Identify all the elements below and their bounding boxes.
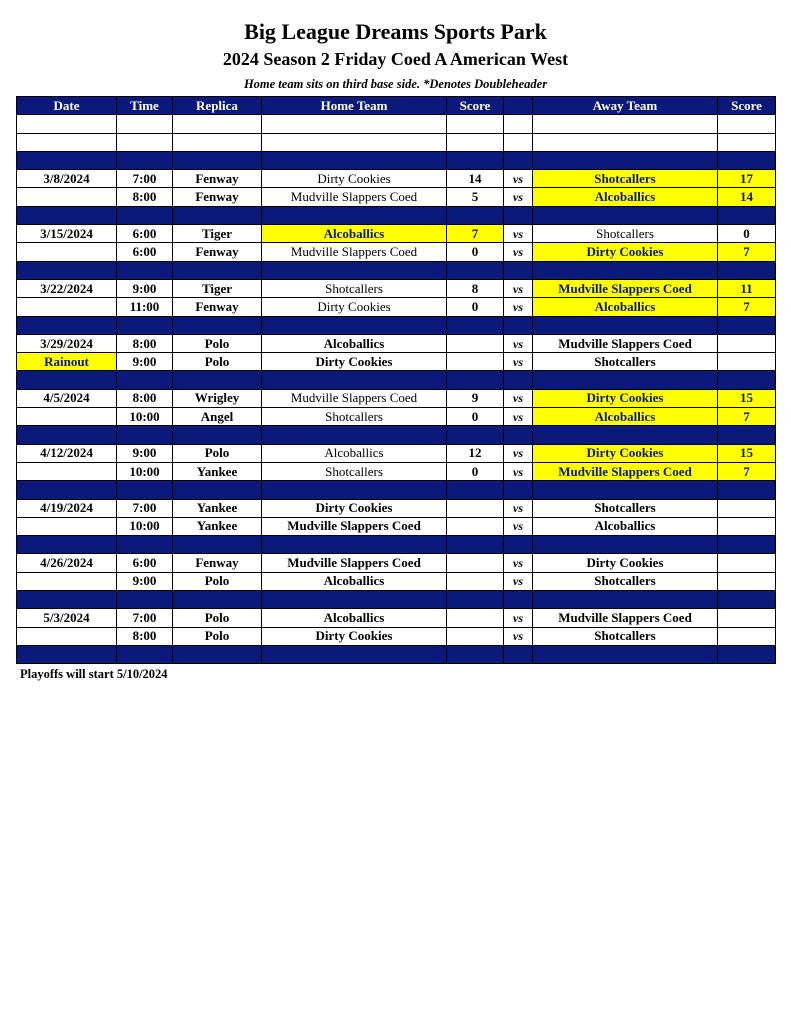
week-separator-row: [17, 206, 776, 224]
week-separator-row-cell: [262, 481, 447, 499]
game-date: [17, 408, 117, 426]
week-separator-row: [17, 591, 776, 609]
col-header-away-team: Away Team: [533, 97, 718, 115]
week-separator-row-cell: [447, 426, 504, 444]
away-team: Dirty Cookies: [533, 554, 718, 572]
week-separator-row-cell: [447, 151, 504, 169]
home-team: Dirty Cookies: [262, 170, 447, 188]
week-separator-row-cell: [718, 481, 776, 499]
week-separator-row-cell: [117, 206, 173, 224]
week-separator-row-cell: [117, 536, 173, 554]
home-team: Dirty Cookies: [262, 353, 447, 371]
game-replica: Polo: [173, 627, 262, 645]
week-separator-row-cell: [117, 426, 173, 444]
blank-row-cell: [504, 115, 533, 133]
game-date: 3/29/2024: [17, 334, 117, 352]
week-separator-row-cell: [533, 645, 718, 663]
week-separator-row: [17, 426, 776, 444]
away-team: Alcoballics: [533, 188, 718, 206]
week-separator-row-cell: [447, 261, 504, 279]
week-separator-row-cell: [173, 591, 262, 609]
week-separator-row-cell: [173, 426, 262, 444]
week-separator-row-cell: [17, 645, 117, 663]
game-time: 9:00: [117, 279, 173, 297]
away-score: 11: [718, 279, 776, 297]
game-replica: Yankee: [173, 517, 262, 535]
away-team: Dirty Cookies: [533, 243, 718, 261]
game-date: [17, 517, 117, 535]
week-separator-row-cell: [173, 536, 262, 554]
game-time: 6:00: [117, 225, 173, 243]
home-score: [447, 572, 504, 590]
away-team: Dirty Cookies: [533, 444, 718, 462]
week-separator-row: [17, 481, 776, 499]
home-score: 12: [447, 444, 504, 462]
week-separator-row-cell: [17, 426, 117, 444]
col-header-vs: [504, 97, 533, 115]
home-team: Alcoballics: [262, 609, 447, 627]
away-team: Alcoballics: [533, 298, 718, 316]
game-replica: Polo: [173, 572, 262, 590]
away-team: Dirty Cookies: [533, 389, 718, 407]
game-replica: Polo: [173, 334, 262, 352]
week-separator-row-cell: [504, 151, 533, 169]
week-separator-row-cell: [447, 481, 504, 499]
week-separator-row: [17, 151, 776, 169]
week-separator-row-cell: [17, 591, 117, 609]
week-separator-row-cell: [173, 151, 262, 169]
vs-label: vs: [504, 389, 533, 407]
col-header-replica: Replica: [173, 97, 262, 115]
game-date: 3/15/2024: [17, 225, 117, 243]
vs-label: vs: [504, 243, 533, 261]
week-separator-row-cell: [117, 151, 173, 169]
blank-row-cell: [173, 133, 262, 151]
vs-label: vs: [504, 298, 533, 316]
game-date: [17, 243, 117, 261]
game-date: 4/19/2024: [17, 499, 117, 517]
game-row: [17, 554, 776, 572]
home-score: 0: [447, 408, 504, 426]
week-separator-row-cell: [117, 261, 173, 279]
home-score: 0: [447, 462, 504, 480]
week-separator-row-cell: [117, 591, 173, 609]
home-score: [447, 334, 504, 352]
home-score: 8: [447, 279, 504, 297]
week-separator-row-cell: [173, 645, 262, 663]
game-date: Rainout: [17, 353, 117, 371]
home-team: Mudville Slappers Coed: [262, 554, 447, 572]
week-separator-row-cell: [17, 371, 117, 389]
week-separator-row-cell: [718, 371, 776, 389]
week-separator-row-cell: [447, 591, 504, 609]
week-separator-row-cell: [117, 371, 173, 389]
week-separator-row-cell: [117, 316, 173, 334]
game-time: 10:00: [117, 462, 173, 480]
away-team: Shotcallers: [533, 225, 718, 243]
game-time: 6:00: [117, 554, 173, 572]
schedule-body: [17, 115, 776, 664]
blank-row-cell: [533, 133, 718, 151]
game-replica: Wrigley: [173, 389, 262, 407]
game-time: 8:00: [117, 389, 173, 407]
week-separator-row-cell: [262, 426, 447, 444]
away-team: Shotcallers: [533, 353, 718, 371]
vs-label: vs: [504, 334, 533, 352]
home-team: Dirty Cookies: [262, 298, 447, 316]
col-header-away-score: Score: [718, 97, 776, 115]
week-separator-row-cell: [718, 645, 776, 663]
game-date: 4/26/2024: [17, 554, 117, 572]
week-separator-row-cell: [504, 481, 533, 499]
game-time: 8:00: [117, 188, 173, 206]
game-replica: Fenway: [173, 243, 262, 261]
game-time: 7:00: [117, 609, 173, 627]
week-separator-row-cell: [718, 151, 776, 169]
game-row: [17, 243, 776, 261]
game-replica: Fenway: [173, 554, 262, 572]
week-separator-row-cell: [504, 316, 533, 334]
blank-row-cell: [447, 133, 504, 151]
week-separator-row: [17, 371, 776, 389]
game-row: [17, 462, 776, 480]
blank-row-cell: [718, 133, 776, 151]
vs-label: vs: [504, 517, 533, 535]
col-header-home-team: Home Team: [262, 97, 447, 115]
game-time: 8:00: [117, 627, 173, 645]
home-team: Mudville Slappers Coed: [262, 517, 447, 535]
game-replica: Polo: [173, 444, 262, 462]
week-separator-row-cell: [262, 591, 447, 609]
week-separator-row-cell: [17, 536, 117, 554]
game-date: [17, 462, 117, 480]
game-date: 4/12/2024: [17, 444, 117, 462]
game-row: [17, 298, 776, 316]
away-score: [718, 554, 776, 572]
away-team: Shotcallers: [533, 499, 718, 517]
col-header-home-score: Score: [447, 97, 504, 115]
game-row: [17, 408, 776, 426]
week-separator-row-cell: [17, 151, 117, 169]
playoffs-note: Playoffs will start 5/10/2024: [20, 667, 168, 681]
game-date: 4/5/2024: [17, 389, 117, 407]
game-date: [17, 627, 117, 645]
week-separator-row-cell: [718, 426, 776, 444]
week-separator-row-cell: [504, 206, 533, 224]
blank-row-cell: [533, 115, 718, 133]
away-score: [718, 353, 776, 371]
week-separator-row-cell: [173, 261, 262, 279]
home-score: [447, 554, 504, 572]
col-header-date: Date: [17, 97, 117, 115]
game-replica: Yankee: [173, 462, 262, 480]
week-separator-row-cell: [447, 645, 504, 663]
game-row: [17, 389, 776, 407]
week-separator-row-cell: [262, 645, 447, 663]
home-team: Shotcallers: [262, 279, 447, 297]
week-separator-row-cell: [262, 371, 447, 389]
blank-row-cell: [447, 115, 504, 133]
week-separator-row-cell: [504, 426, 533, 444]
game-time: 7:00: [117, 499, 173, 517]
game-time: 8:00: [117, 334, 173, 352]
schedule-table: [16, 96, 776, 664]
page-subtitle: 2024 Season 2 Friday Coed A American West: [222, 49, 569, 69]
week-separator-row-cell: [17, 261, 117, 279]
vs-label: vs: [504, 554, 533, 572]
away-score: [718, 334, 776, 352]
vs-label: vs: [504, 444, 533, 462]
table-header-row: [17, 97, 776, 115]
away-score: [718, 572, 776, 590]
page-title: Big League Dreams Sports Park: [244, 19, 547, 44]
game-replica: Tiger: [173, 279, 262, 297]
game-time: 9:00: [117, 572, 173, 590]
away-team: Alcoballics: [533, 408, 718, 426]
home-team: Dirty Cookies: [262, 499, 447, 517]
game-replica: Fenway: [173, 298, 262, 316]
home-team: Mudville Slappers Coed: [262, 188, 447, 206]
week-separator-row-cell: [504, 645, 533, 663]
home-score: [447, 517, 504, 535]
game-row: [17, 627, 776, 645]
week-separator-row-cell: [262, 206, 447, 224]
week-separator-row-cell: [718, 536, 776, 554]
vs-label: vs: [504, 279, 533, 297]
home-score: 14: [447, 170, 504, 188]
vs-label: vs: [504, 170, 533, 188]
game-date: 3/22/2024: [17, 279, 117, 297]
home-score: 7: [447, 225, 504, 243]
week-separator-row-cell: [504, 261, 533, 279]
game-date: [17, 188, 117, 206]
blank-row-cell: [17, 133, 117, 151]
game-row: [17, 334, 776, 352]
blank-row-cell: [262, 133, 447, 151]
game-replica: Angel: [173, 408, 262, 426]
week-separator-row-cell: [117, 481, 173, 499]
vs-label: vs: [504, 462, 533, 480]
game-time: 10:00: [117, 517, 173, 535]
vs-label: vs: [504, 609, 533, 627]
week-separator-row-cell: [117, 645, 173, 663]
week-separator-row-cell: [718, 591, 776, 609]
blank-row-cell: [504, 133, 533, 151]
game-row: [17, 188, 776, 206]
home-score: 0: [447, 243, 504, 261]
week-separator-row-cell: [17, 316, 117, 334]
week-separator-row-cell: [718, 316, 776, 334]
week-separator-row: [17, 536, 776, 554]
away-score: 7: [718, 462, 776, 480]
game-row: [17, 225, 776, 243]
game-time: 11:00: [117, 298, 173, 316]
home-score: 0: [447, 298, 504, 316]
blank-row: [17, 133, 776, 151]
game-replica: Fenway: [173, 170, 262, 188]
week-separator-row-cell: [533, 151, 718, 169]
away-score: [718, 499, 776, 517]
home-team: Dirty Cookies: [262, 627, 447, 645]
blank-row-cell: [173, 115, 262, 133]
week-separator-row-cell: [533, 206, 718, 224]
game-replica: Polo: [173, 353, 262, 371]
away-score: 0: [718, 225, 776, 243]
week-separator-row-cell: [504, 371, 533, 389]
week-separator-row-cell: [447, 206, 504, 224]
week-separator-row: [17, 261, 776, 279]
away-team: Alcoballics: [533, 517, 718, 535]
away-team: Mudville Slappers Coed: [533, 609, 718, 627]
home-score: [447, 609, 504, 627]
away-score: 14: [718, 188, 776, 206]
game-time: 9:00: [117, 353, 173, 371]
blank-row-cell: [718, 115, 776, 133]
week-separator-row-cell: [447, 371, 504, 389]
vs-label: vs: [504, 572, 533, 590]
game-date: [17, 572, 117, 590]
week-separator-row-cell: [533, 261, 718, 279]
home-team: Alcoballics: [262, 225, 447, 243]
home-team: Shotcallers: [262, 408, 447, 426]
week-separator-row-cell: [262, 316, 447, 334]
game-time: 6:00: [117, 243, 173, 261]
vs-label: vs: [504, 225, 533, 243]
away-score: [718, 517, 776, 535]
blank-row-cell: [117, 133, 173, 151]
week-separator-row-cell: [173, 371, 262, 389]
week-separator-row-cell: [262, 261, 447, 279]
vs-label: vs: [504, 353, 533, 371]
home-score: 9: [447, 389, 504, 407]
week-separator-row-cell: [262, 536, 447, 554]
home-team: Shotcallers: [262, 462, 447, 480]
vs-label: vs: [504, 627, 533, 645]
blank-row-cell: [117, 115, 173, 133]
week-separator-row-cell: [17, 481, 117, 499]
week-separator-row-cell: [173, 481, 262, 499]
away-score: 7: [718, 243, 776, 261]
away-team: Shotcallers: [533, 627, 718, 645]
week-separator-row-cell: [718, 261, 776, 279]
game-date: 3/8/2024: [17, 170, 117, 188]
away-score: [718, 609, 776, 627]
home-score: [447, 353, 504, 371]
week-separator-row-cell: [17, 206, 117, 224]
week-separator-row-cell: [718, 206, 776, 224]
vs-label: vs: [504, 499, 533, 517]
game-time: 7:00: [117, 170, 173, 188]
week-separator-row-cell: [504, 536, 533, 554]
game-row: [17, 517, 776, 535]
week-separator-row-cell: [533, 316, 718, 334]
home-team: Alcoballics: [262, 444, 447, 462]
week-separator-row-cell: [173, 316, 262, 334]
blank-row-cell: [262, 115, 447, 133]
blank-row-cell: [17, 115, 117, 133]
game-row: [17, 279, 776, 297]
week-separator-row-cell: [533, 536, 718, 554]
away-team: Mudville Slappers Coed: [533, 279, 718, 297]
game-date: [17, 298, 117, 316]
home-score: 5: [447, 188, 504, 206]
away-score: 17: [718, 170, 776, 188]
away-score: 7: [718, 298, 776, 316]
game-replica: Tiger: [173, 225, 262, 243]
week-separator-row-cell: [447, 316, 504, 334]
col-header-time: Time: [117, 97, 173, 115]
away-score: 15: [718, 389, 776, 407]
away-team: Shotcallers: [533, 572, 718, 590]
away-team: Shotcallers: [533, 170, 718, 188]
game-row: [17, 444, 776, 462]
week-separator-row-cell: [533, 481, 718, 499]
game-row: [17, 170, 776, 188]
schedule-note: Home team sits on third base side. *Denotes Doubleheader: [243, 77, 548, 91]
week-separator-row-cell: [173, 206, 262, 224]
game-time: 10:00: [117, 408, 173, 426]
home-score: [447, 627, 504, 645]
game-row: [17, 353, 776, 371]
home-team: Alcoballics: [262, 572, 447, 590]
home-team: Mudville Slappers Coed: [262, 243, 447, 261]
away-score: 15: [718, 444, 776, 462]
home-team: Alcoballics: [262, 334, 447, 352]
week-separator-row-cell: [262, 151, 447, 169]
away-score: [718, 627, 776, 645]
game-time: 9:00: [117, 444, 173, 462]
game-row: [17, 572, 776, 590]
away-score: 7: [718, 408, 776, 426]
game-replica: Yankee: [173, 499, 262, 517]
away-team: Mudville Slappers Coed: [533, 334, 718, 352]
vs-label: vs: [504, 408, 533, 426]
game-row: [17, 609, 776, 627]
week-separator-row-cell: [533, 426, 718, 444]
game-row: [17, 499, 776, 517]
away-team: Mudville Slappers Coed: [533, 462, 718, 480]
game-replica: Polo: [173, 609, 262, 627]
game-replica: Fenway: [173, 188, 262, 206]
vs-label: vs: [504, 188, 533, 206]
week-separator-row-cell: [533, 371, 718, 389]
game-date: 5/3/2024: [17, 609, 117, 627]
home-score: [447, 499, 504, 517]
week-separator-row-cell: [504, 591, 533, 609]
week-separator-row: [17, 645, 776, 663]
week-separator-row-cell: [533, 591, 718, 609]
week-separator-row-cell: [447, 536, 504, 554]
week-separator-row: [17, 316, 776, 334]
blank-row: [17, 115, 776, 133]
home-team: Mudville Slappers Coed: [262, 389, 447, 407]
